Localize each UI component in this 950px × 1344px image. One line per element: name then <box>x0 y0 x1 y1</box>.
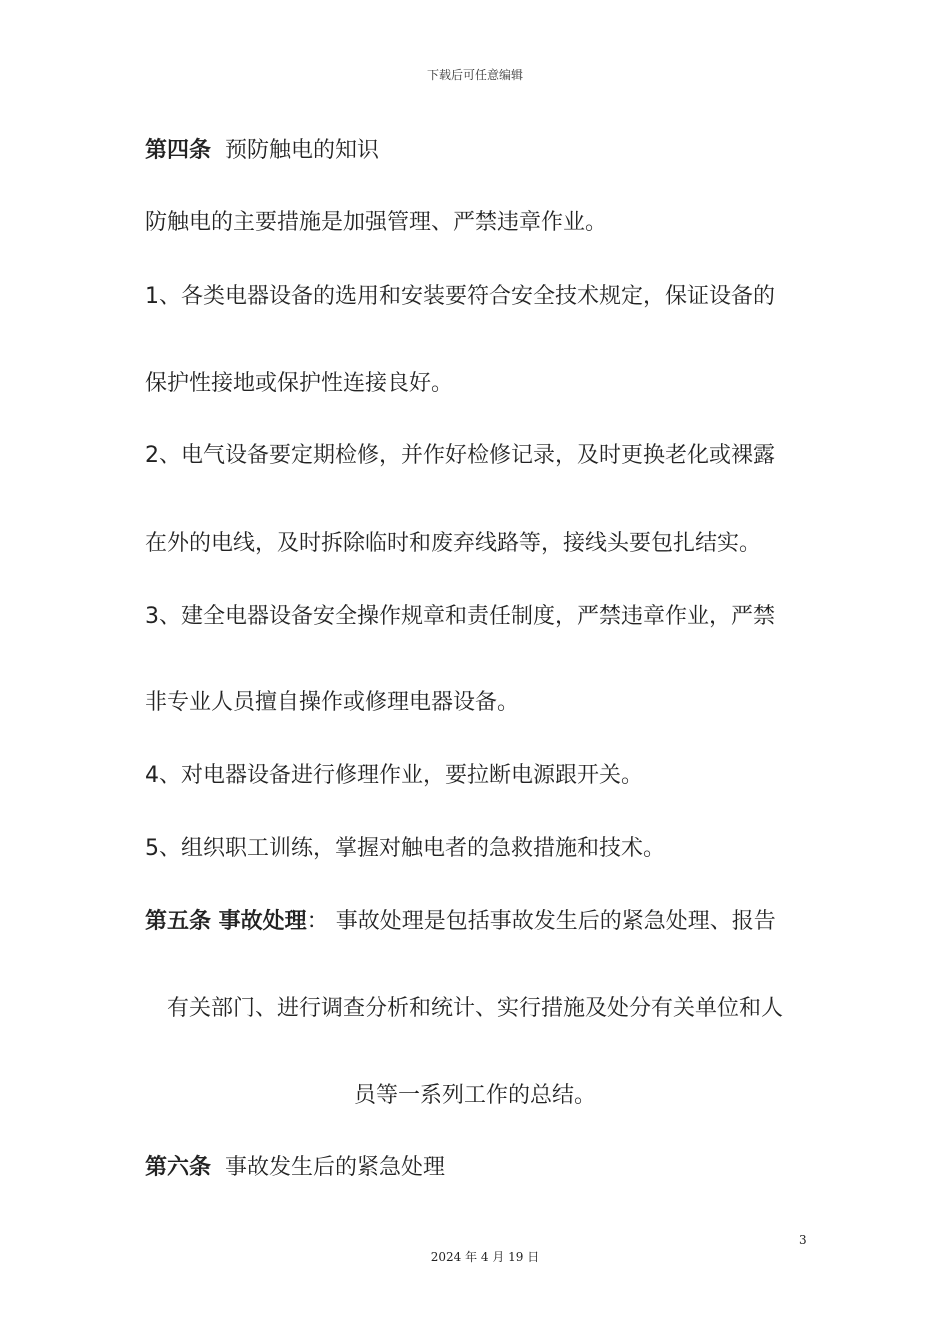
section-4-heading <box>145 136 379 166</box>
item-2-line-2: 在外的电线，及时拆除临时和废弃线路等，接线头要包扎结实。 <box>145 531 762 556</box>
section-6-title: 事故发生后的紧急处理 <box>225 1155 446 1180</box>
item-3-line-1: 3、建全电器设备安全操作规章和责任制度，严禁违章作业，严禁 <box>145 604 775 629</box>
section-5-text-1: 事故处理是包括事故发生后的紧急处理、报告 <box>335 909 776 934</box>
item-3-line-2: 非专业人员擅自操作或修理电器设备。 <box>145 690 520 715</box>
page-header: 下载后可任意编辑 <box>426 68 523 82</box>
section-4-label: 第四条 <box>145 138 212 163</box>
item-5-line: 5、组织职工训练，掌握对触电者的急救措施和技术。 <box>145 836 665 861</box>
section-5-colon: ： <box>306 909 329 934</box>
page-number: 3 <box>799 1233 807 1247</box>
section-5-line-2: 有关部门、进行调查分析和统计、实行措施及处分有关单位和人 <box>166 996 783 1021</box>
item-1-line-2: 保护性接地或保护性连接良好。 <box>145 371 454 396</box>
section-5-label: 第五条 事故处理 <box>145 909 307 934</box>
section-4-title: 预防触电的知识 <box>225 138 380 163</box>
section-4-intro: 防触电的主要措施是加强管理、严禁违章作业。 <box>145 210 608 235</box>
section-6-heading <box>145 1153 445 1183</box>
item-2-line-1: 2、电气设备要定期检修，并作好检修记录，及时更换老化或裸露 <box>145 443 775 468</box>
page-footer-date: 2024 年 4 月 19 日 <box>430 1250 540 1264</box>
section-5-line-3: 员等一系列工作的总结。 <box>353 1083 596 1108</box>
item-1-line-1: 1、各类电器设备的选用和安装要符合安全技术规定，保证设备的 <box>145 284 775 309</box>
item-4-line: 4、对电器设备进行修理作业，要拉断电源跟开关。 <box>145 763 643 788</box>
section-6-label: 第六条 <box>145 1155 212 1180</box>
section-5-line-1 <box>145 907 776 937</box>
